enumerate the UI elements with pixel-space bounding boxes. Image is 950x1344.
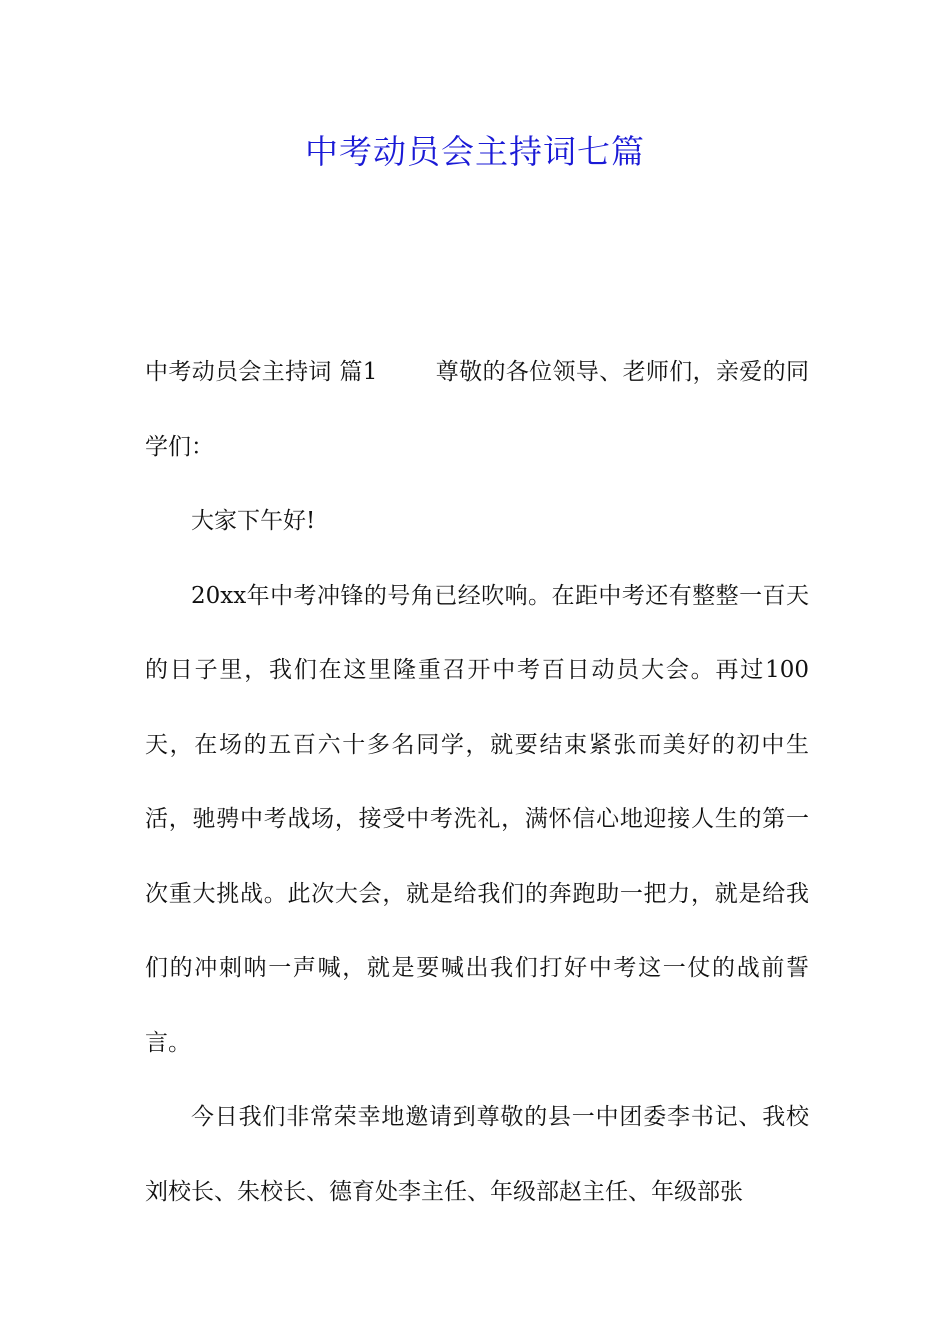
document-body bbox=[145, 335, 809, 1229]
salutation-text: 尊敬的各位领导、老师们，亲爱的同学们： bbox=[145, 359, 810, 460]
paragraph-opening: 20xx年中考冲锋的号角已经吹响。在距中考还有整整一百天的日子里，我们在这里隆重召开中考百日动员大会。再过100天，在场的五百六十多名同学，就要结束紧张而美好的初中生活，驰骋中考战场，接受中考洗礼，满怀信心地迎接人生的第一次重大挑战。此次大会，就是给我们的奔跑助一把力，就是给我们的冲刺呐一声喊，就是要喊出我们打好中考这一仗的战前誓言。 bbox=[145, 582, 809, 1056]
paragraph-greeting bbox=[145, 335, 809, 484]
section-heading: 中考动员会主持词 篇1 bbox=[145, 359, 378, 385]
paragraph-hello: 大家下午好! bbox=[191, 508, 316, 534]
document-title: 中考动员会主持词七篇 bbox=[305, 132, 645, 171]
paragraph-guests: 今日我们非常荣幸地邀请到尊敬的县一中团委李书记、我校刘校长、朱校长、德育处李主任、年级部赵主任、年级部张 bbox=[145, 1104, 809, 1205]
